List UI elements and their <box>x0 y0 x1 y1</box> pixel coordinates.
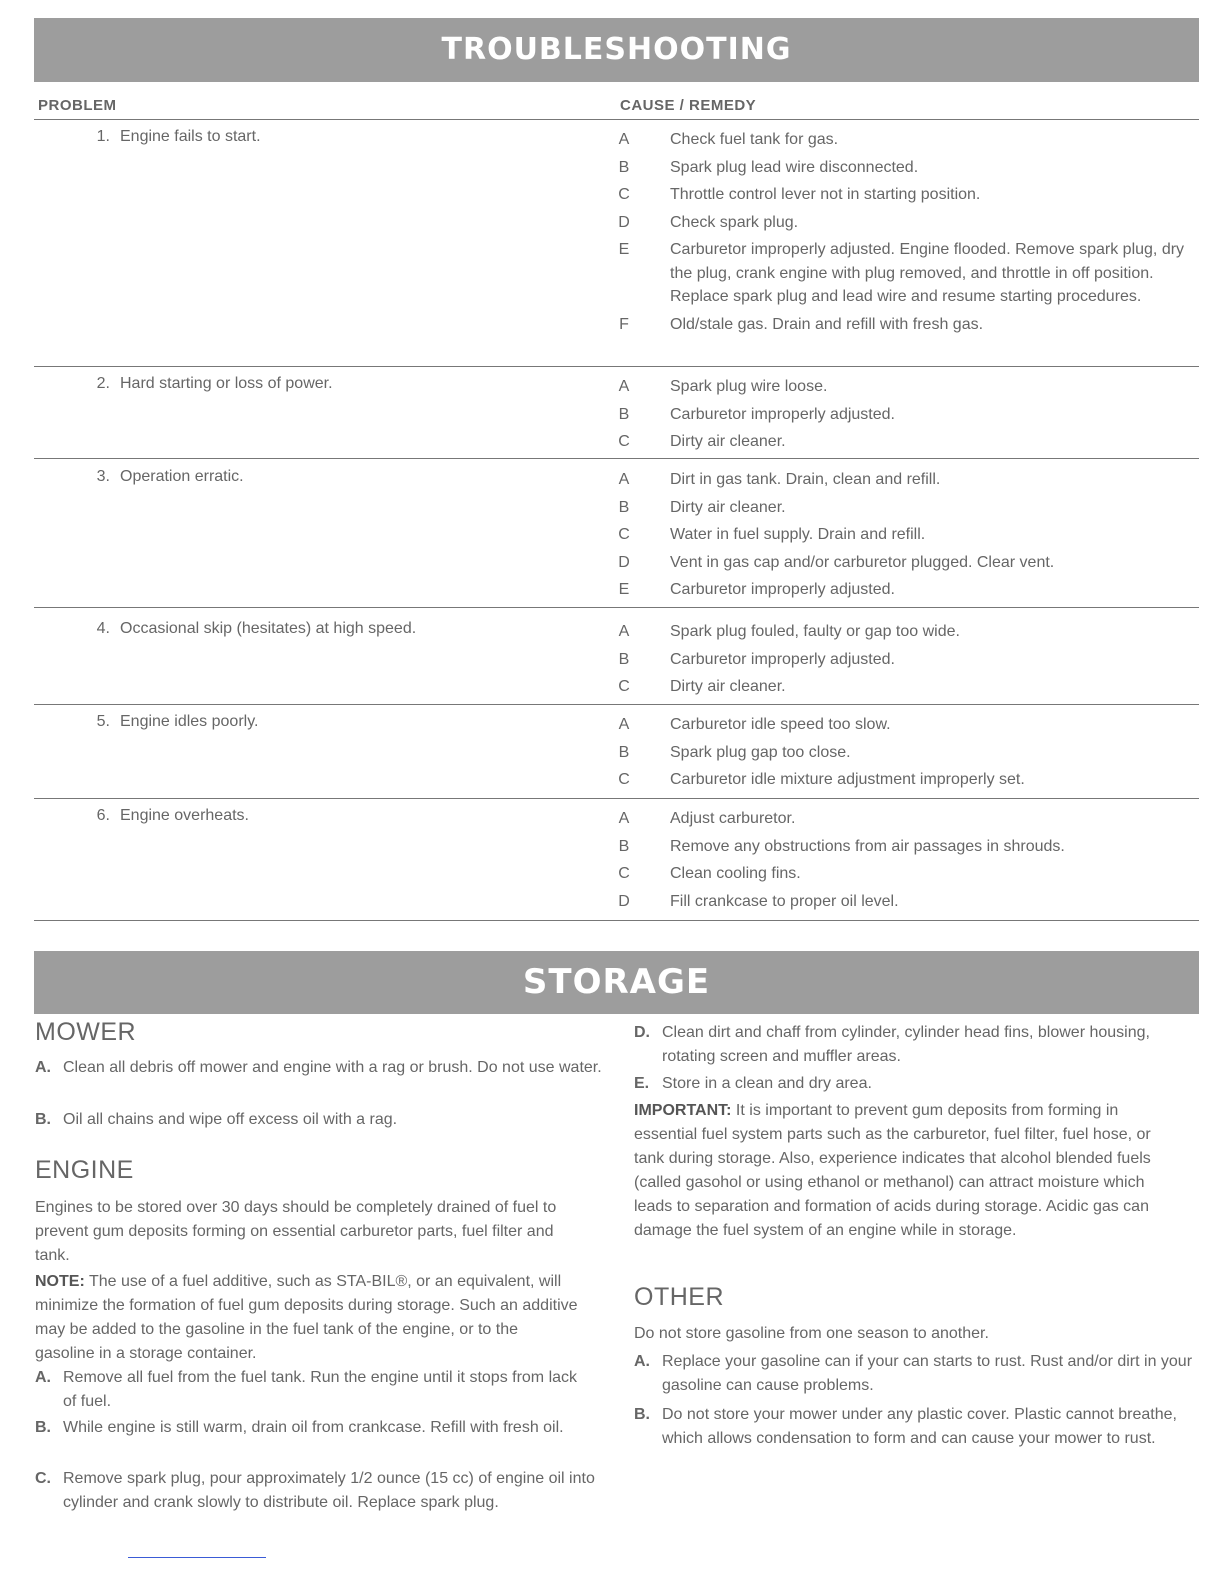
remedy-letter: D <box>618 892 630 910</box>
problem-text: Engine fails to start. <box>120 128 261 145</box>
remedy-letter: A <box>618 471 630 488</box>
remedy-letter: B <box>618 743 630 761</box>
remedy-letter: D <box>618 553 630 571</box>
remedy-text: Spark plug fouled, faulty or gap too wide. <box>670 623 960 640</box>
remedy-letter: B <box>618 837 630 855</box>
remedy-text: Clean cooling fins. <box>670 865 801 882</box>
problem-number: 1. <box>96 128 110 145</box>
mower-item-a <box>35 1056 603 1080</box>
remedy-letter: A <box>618 131 630 148</box>
remedy-item <box>617 768 1197 792</box>
item-text: While engine is still warm, drain oil from crankcase. Refill with fresh oil. <box>63 1419 564 1436</box>
remedy-item <box>617 835 1197 859</box>
mower-heading: MOWER <box>35 1018 137 1046</box>
divider <box>34 119 1199 120</box>
remedy-list <box>617 128 1197 340</box>
item-text: Remove all fuel from the fuel tank. Run the engine until it stops from lack of fuel. <box>63 1369 578 1410</box>
remedy-text: Adjust carburetor. <box>670 810 796 827</box>
remedy-letter: B <box>618 405 630 423</box>
item-text: Store in a clean and dry area. <box>662 1075 872 1092</box>
remedy-list <box>617 375 1197 458</box>
item-letter: D. <box>634 1024 650 1041</box>
item-text: Oil all chains and wipe off excess oil with a rag. <box>63 1111 398 1128</box>
remedy-letter: C <box>618 186 630 203</box>
remedy-letter: E <box>618 241 630 258</box>
remedy-text: Spark plug gap too close. <box>670 743 851 761</box>
remedy-letter: C <box>618 865 630 882</box>
troubleshooting-banner: TROUBLESHOOTING <box>34 18 1199 82</box>
remedy-item <box>617 238 1197 309</box>
engine-intro: Engines to be stored over 30 days should be completely drained of fuel to prevent gum deposits forming on essential carburetor parts, fuel filter and tank. <box>35 1199 557 1264</box>
storage-banner: STORAGE <box>34 951 1199 1014</box>
remedy-text: Fill crankcase to proper oil level. <box>670 892 899 910</box>
remedy-text: Remove any obstructions from air passages in shrouds. <box>670 837 1065 855</box>
remedy-item <box>617 648 1197 672</box>
problem-number: 6. <box>96 807 110 824</box>
item-text: Remove spark plug, pour approximately 1/2 ounce (15 cc) of engine oil into cylinder and crank slowly to distribute oil. Replace spark plug. <box>63 1470 595 1511</box>
item-letter: A. <box>35 1059 51 1076</box>
problem-cell <box>72 375 333 393</box>
remedy-item <box>617 675 1197 699</box>
problem-cell <box>72 807 249 825</box>
remedy-item <box>617 523 1197 547</box>
remedy-item <box>617 403 1197 427</box>
mower-item-b <box>35 1108 603 1132</box>
other-item-a <box>634 1350 1202 1398</box>
problem-text: Operation erratic. <box>120 468 244 485</box>
remedy-letter: A <box>618 716 630 733</box>
remedy-item <box>617 468 1197 492</box>
problem-text: Engine overheats. <box>120 807 249 824</box>
item-text: Do not store your mower under any plastic cover. Plastic cannot breathe, which allows condensation to form and can cause your mower to rust. <box>662 1406 1177 1447</box>
item-letter: B. <box>35 1419 51 1436</box>
important-text: It is important to prevent gum deposits from forming in essential fuel system parts such as the carburetor, fuel filter, fuel hose, or tank during storage. Also, experience indicates that alcohol blended fuels (called gasohol or using ethanol or methanol) can attract moisture which leads to separation and formation of acids during storage. Acidic gas can damage the fuel system of an engine while in storage. <box>634 1102 1151 1239</box>
remedy-letter: F <box>619 315 629 333</box>
remedy-text: Carburetor improperly adjusted. Engine flooded. Remove spark plug, dry the plug, crank engine with plug removed, and throttle in off position. Replace spark plug and lead wire and resume starting procedures. <box>670 241 1185 305</box>
remedy-text: Carburetor improperly adjusted. <box>670 405 895 423</box>
item-letter: B. <box>35 1111 51 1128</box>
remedy-list <box>617 468 1197 606</box>
remedy-text: Throttle control lever not in starting position. <box>670 186 981 203</box>
remedy-list <box>617 620 1197 703</box>
remedy-text: Spark plug lead wire disconnected. <box>670 158 919 176</box>
remedy-item <box>617 741 1197 765</box>
remedy-item <box>617 578 1197 602</box>
other-intro: Do not store gasoline from one season to another. <box>634 1325 989 1342</box>
item-letter: A. <box>35 1369 51 1386</box>
engine-heading: ENGINE <box>35 1156 134 1184</box>
divider <box>34 458 1199 459</box>
remedy-item <box>617 211 1197 235</box>
remedy-text: Dirt in gas tank. Drain, clean and refill. <box>670 471 941 488</box>
footer-underline <box>128 1557 266 1558</box>
remedy-letter: D <box>618 213 630 231</box>
engine-item-a <box>35 1366 593 1414</box>
problem-cell <box>72 620 416 638</box>
divider <box>34 366 1199 367</box>
note-text: The use of a fuel additive, such as STA-BIL®, or an equivalent, will minimize the formation of fuel gum deposits during storage. Such an additive may be added to the gasoline in the fuel tank of the engine, or to the gasoline in a storage container. <box>35 1273 578 1362</box>
problem-cell <box>72 713 258 731</box>
other-heading: OTHER <box>634 1283 724 1311</box>
cause-remedy-column-header: CAUSE / REMEDY <box>620 97 757 114</box>
item-letter: C. <box>35 1470 51 1487</box>
problem-column-header: PROBLEM <box>38 97 117 114</box>
problem-number: 5. <box>96 713 110 730</box>
remedy-item <box>617 183 1197 207</box>
remedy-text: Dirty air cleaner. <box>670 498 786 516</box>
item-letter: E. <box>634 1075 650 1092</box>
remedy-item <box>617 430 1197 454</box>
remedy-text: Dirty air cleaner. <box>670 678 786 695</box>
remedy-text: Carburetor improperly adjusted. <box>670 581 895 598</box>
remedy-item <box>617 156 1197 180</box>
remedy-text: Vent in gas cap and/or carburetor plugged. Clear vent. <box>670 553 1055 571</box>
item-text: Clean all debris off mower and engine with a rag or brush. Do not use water. <box>63 1059 602 1076</box>
remedy-list <box>617 807 1197 917</box>
remedy-item <box>617 375 1197 399</box>
remedy-letter: B <box>618 650 630 668</box>
divider <box>34 704 1199 705</box>
problem-cell <box>72 128 261 146</box>
remedy-item <box>617 620 1197 644</box>
important-label: IMPORTANT: <box>634 1102 732 1119</box>
remedy-text: Check spark plug. <box>670 213 799 231</box>
remedy-letter: A <box>618 378 630 395</box>
engine-item-d <box>634 1021 1207 1069</box>
remedy-text: Water in fuel supply. Drain and refill. <box>670 526 926 543</box>
problem-number: 4. <box>96 620 110 637</box>
problem-number: 2. <box>96 375 110 392</box>
engine-item-b <box>35 1416 593 1440</box>
remedy-letter: C <box>618 433 630 450</box>
remedy-item <box>617 862 1197 886</box>
item-letter: B. <box>634 1406 650 1423</box>
remedy-text: Carburetor idle mixture adjustment improperly set. <box>670 771 1025 788</box>
problem-text: Occasional skip (hesitates) at high speed. <box>120 620 417 637</box>
remedy-text: Carburetor idle speed too slow. <box>670 716 891 733</box>
remedy-item <box>617 313 1197 337</box>
remedy-letter: C <box>618 678 630 695</box>
divider <box>34 920 1199 921</box>
remedy-letter: A <box>618 623 630 640</box>
remedy-text: Spark plug wire loose. <box>670 378 828 395</box>
problem-cell <box>72 468 244 486</box>
item-letter: A. <box>634 1353 650 1370</box>
divider <box>34 607 1199 608</box>
remedy-item <box>617 713 1197 737</box>
remedy-letter: C <box>618 526 630 543</box>
remedy-item <box>617 551 1197 575</box>
problem-number: 3. <box>96 468 110 485</box>
remedy-letter: B <box>618 498 630 516</box>
remedy-item <box>617 807 1197 831</box>
remedy-text: Carburetor improperly adjusted. <box>670 650 895 668</box>
problem-text: Hard starting or loss of power. <box>120 375 333 392</box>
note-label: NOTE: <box>35 1273 85 1290</box>
remedy-letter: A <box>618 810 630 827</box>
item-text: Replace your gasoline can if your can starts to rust. Rust and/or dirt in your gasoline can cause problems. <box>662 1353 1193 1394</box>
problem-text: Engine idles poorly. <box>120 713 259 730</box>
engine-item-c <box>35 1467 608 1515</box>
remedy-item <box>617 128 1197 152</box>
other-item-b <box>634 1403 1207 1451</box>
remedy-item <box>617 890 1197 914</box>
engine-item-e <box>634 1072 1207 1096</box>
remedy-item <box>617 496 1197 520</box>
engine-note <box>35 1270 580 1366</box>
remedy-letter: B <box>618 158 630 176</box>
remedy-text: Check fuel tank for gas. <box>670 131 839 148</box>
engine-important <box>634 1099 1182 1243</box>
divider <box>34 798 1199 799</box>
remedy-text: Dirty air cleaner. <box>670 433 786 450</box>
remedy-list <box>617 713 1197 796</box>
remedy-letter: E <box>618 581 630 598</box>
remedy-letter: C <box>618 771 630 788</box>
remedy-text: Old/stale gas. Drain and refill with fresh gas. <box>670 315 984 333</box>
item-text: Clean dirt and chaff from cylinder, cylinder head fins, blower housing, rotating screen and muffler areas. <box>662 1024 1150 1065</box>
